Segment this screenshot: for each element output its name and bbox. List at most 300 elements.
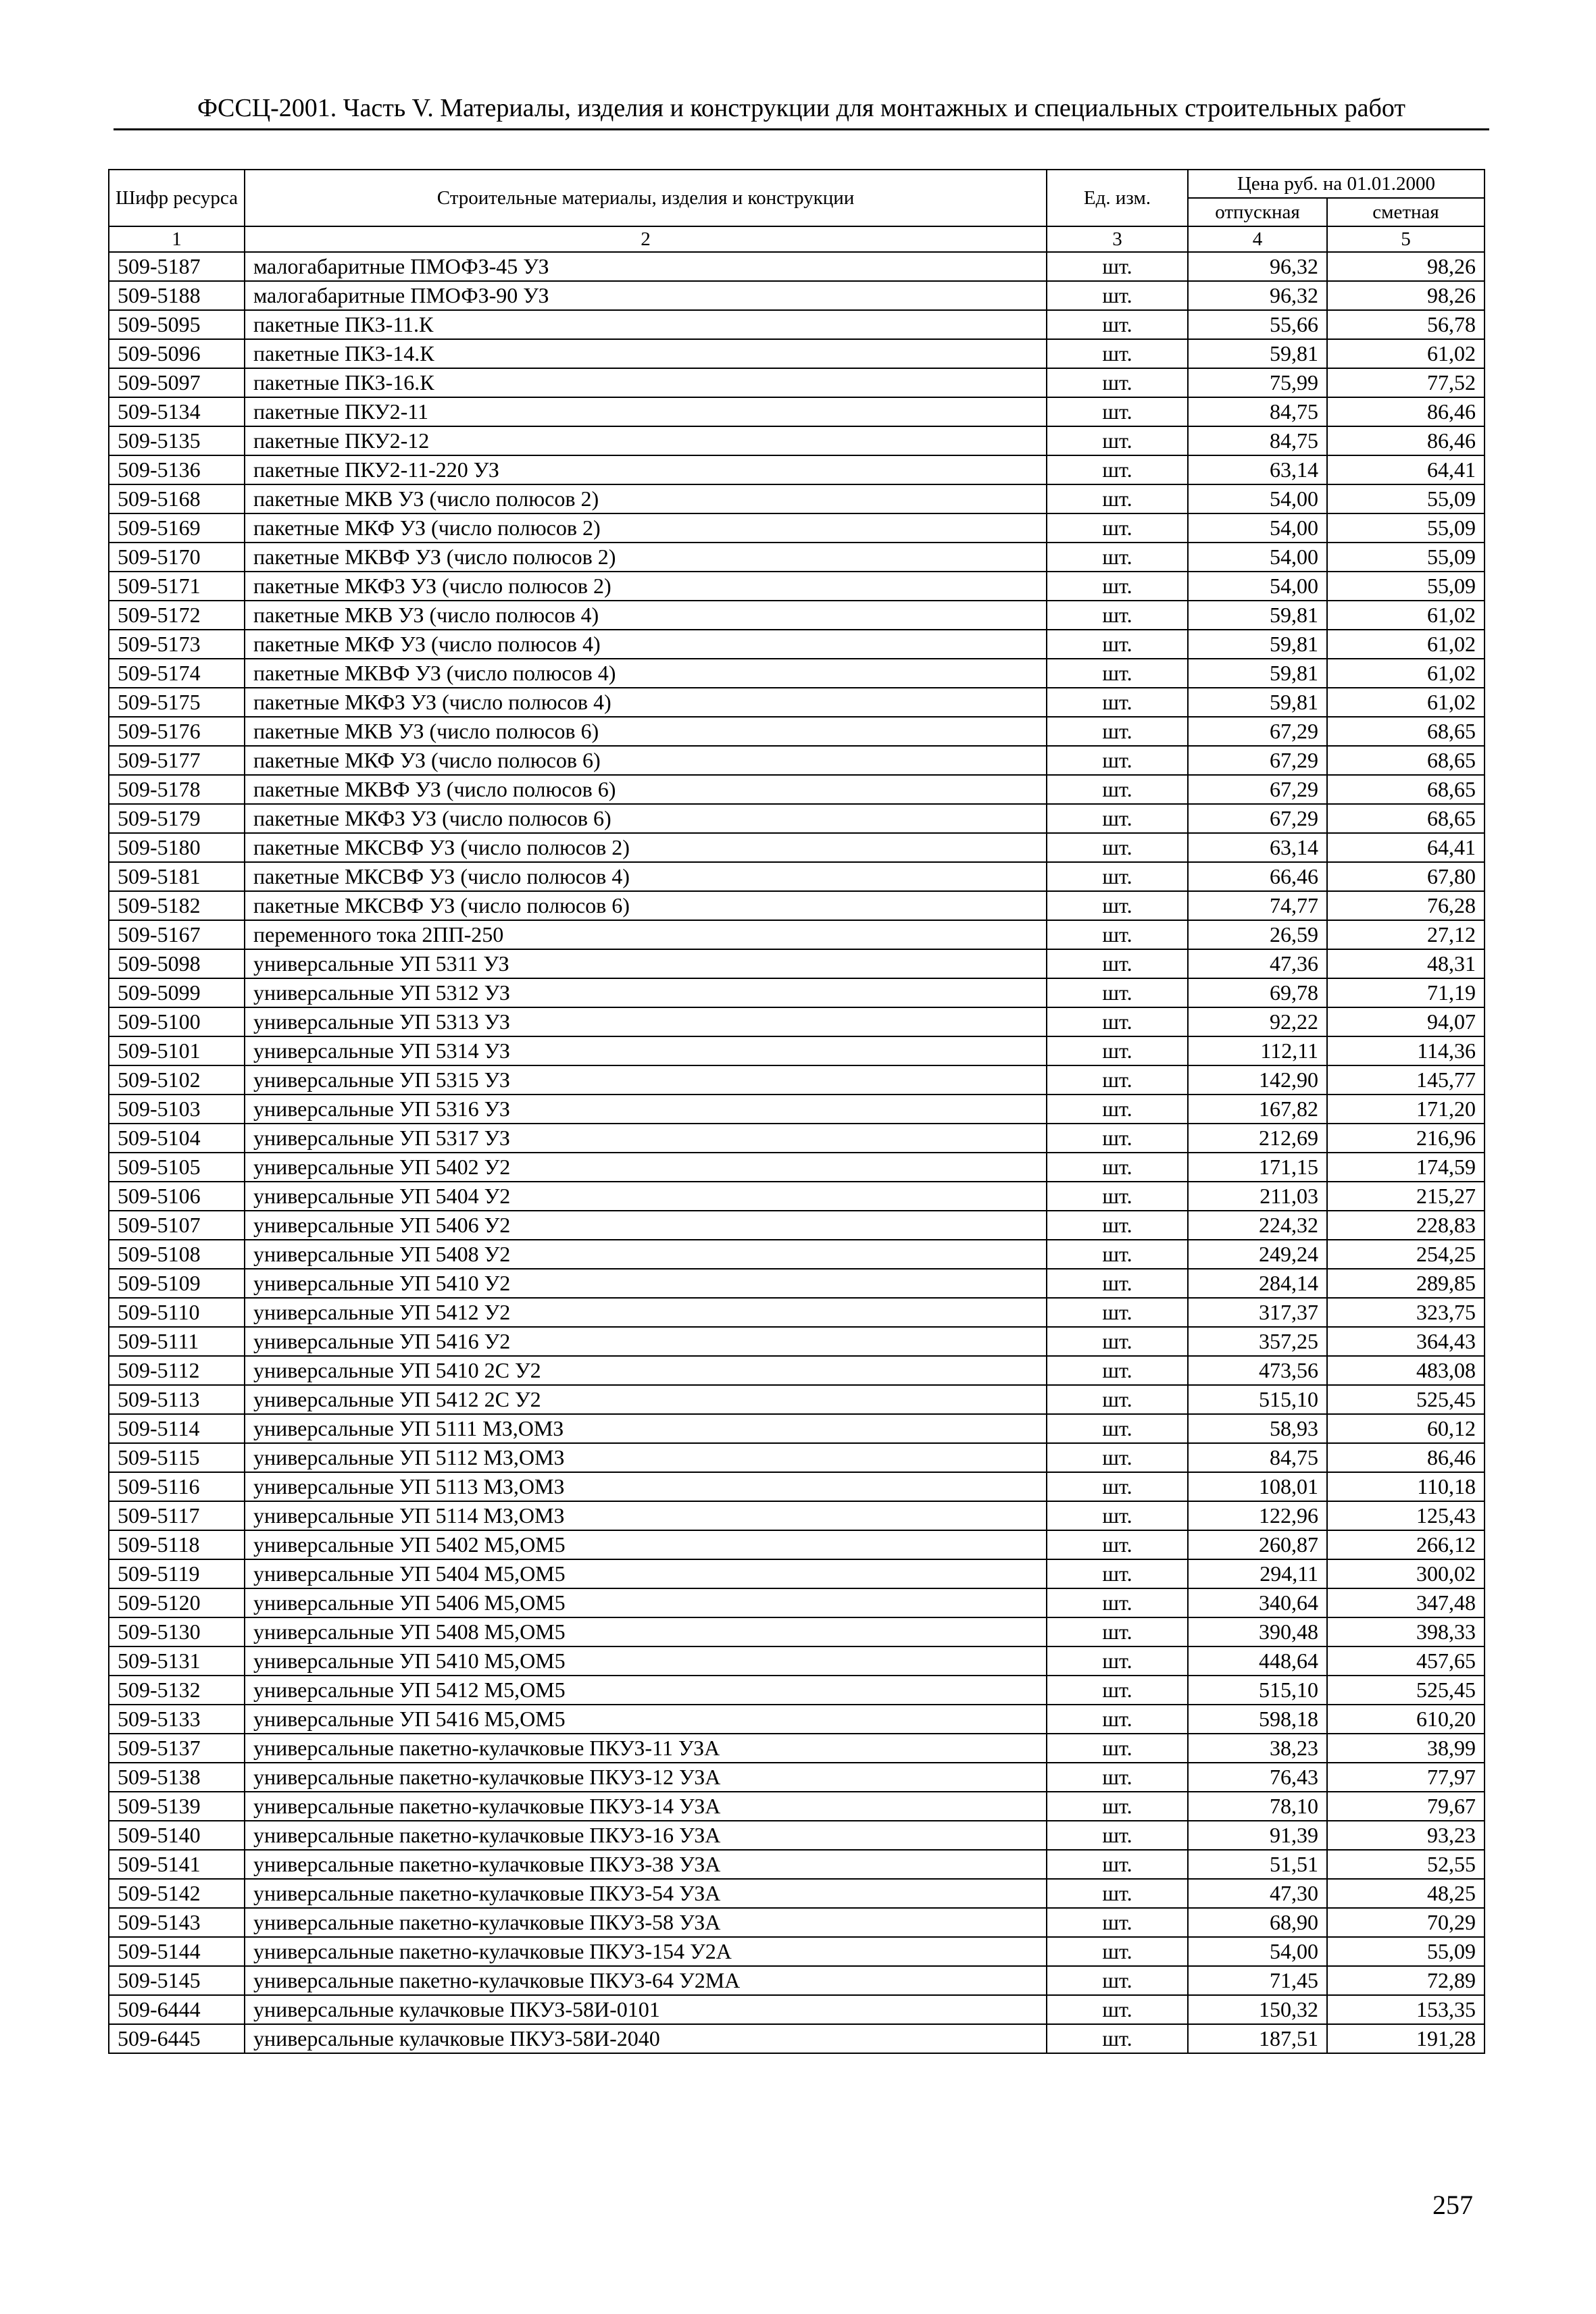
- cell-material-name: универсальные УП 5114 МЗ,ОМЗ: [245, 1501, 1047, 1530]
- cell-release-price: 68,90: [1188, 1908, 1327, 1937]
- cell-material-name: пакетные МКФЗ УЗ (число полюсов 6): [245, 804, 1047, 833]
- cell-material-name: универсальные УП 5317 УЗ: [245, 1124, 1047, 1153]
- cell-estimate-price: 364,43: [1327, 1327, 1485, 1356]
- cell-release-price: 54,00: [1188, 1937, 1327, 1966]
- table-row: [109, 833, 1485, 862]
- col-price-header: Цена руб. на 01.01.2000: [1188, 170, 1485, 198]
- cell-estimate-price: 145,77: [1327, 1065, 1485, 1095]
- cell-material-name: пакетные ПКУ2-12: [245, 426, 1047, 455]
- cell-resource-code: 509-5169: [109, 513, 245, 543]
- cell-unit: шт.: [1047, 1850, 1188, 1879]
- cell-estimate-price: 55,09: [1327, 572, 1485, 601]
- cell-unit: шт.: [1047, 978, 1188, 1007]
- cell-release-price: 59,81: [1188, 659, 1327, 688]
- cell-resource-code: 509-5132: [109, 1676, 245, 1705]
- cell-unit: шт.: [1047, 513, 1188, 543]
- table-row: [109, 891, 1485, 920]
- cell-release-price: 598,18: [1188, 1705, 1327, 1734]
- cell-material-name: универсальные пакетно-кулачковые ПКУЗ-154 У2А: [245, 1937, 1047, 1966]
- table-row: [109, 1559, 1485, 1588]
- cell-resource-code: 509-6445: [109, 2024, 245, 2053]
- cell-material-name: малогабаритные ПМОФЗ-45 УЗ: [245, 252, 1047, 281]
- cell-release-price: 76,43: [1188, 1763, 1327, 1792]
- cell-estimate-price: 216,96: [1327, 1124, 1485, 1153]
- table-row: [109, 368, 1485, 397]
- cell-release-price: 167,82: [1188, 1095, 1327, 1124]
- cell-unit: шт.: [1047, 688, 1188, 717]
- cell-resource-code: 509-5170: [109, 543, 245, 572]
- table-row: [109, 601, 1485, 630]
- cell-resource-code: 509-5100: [109, 1007, 245, 1036]
- cell-release-price: 211,03: [1188, 1182, 1327, 1211]
- cell-material-name: универсальные УП 5412 У2: [245, 1298, 1047, 1327]
- cell-material-name: универсальные УП 5410 М5,ОМ5: [245, 1646, 1047, 1676]
- cell-unit: шт.: [1047, 659, 1188, 688]
- cell-resource-code: 509-5109: [109, 1269, 245, 1298]
- cell-estimate-price: 27,12: [1327, 920, 1485, 949]
- table-row: [109, 1821, 1485, 1850]
- cell-release-price: 91,39: [1188, 1821, 1327, 1850]
- table-row: [109, 1269, 1485, 1298]
- cell-material-name: универсальные УП 5404 У2: [245, 1182, 1047, 1211]
- cell-material-name: пакетные МКСВФ УЗ (число полюсов 2): [245, 833, 1047, 862]
- cell-material-name: универсальные УП 5313 УЗ: [245, 1007, 1047, 1036]
- cell-release-price: 78,10: [1188, 1792, 1327, 1821]
- cell-material-name: универсальные УП 5316 УЗ: [245, 1095, 1047, 1124]
- cell-material-name: универсальные УП 5112 МЗ,ОМЗ: [245, 1443, 1047, 1472]
- cell-estimate-price: 457,65: [1327, 1646, 1485, 1676]
- cell-resource-code: 509-5116: [109, 1472, 245, 1501]
- table-row: [109, 1385, 1485, 1414]
- cell-estimate-price: 98,26: [1327, 281, 1485, 310]
- col-name-header: Строительные материалы, изделия и конструкции: [245, 170, 1047, 226]
- cell-material-name: универсальные УП 5113 МЗ,ОМЗ: [245, 1472, 1047, 1501]
- cell-unit: шт.: [1047, 1356, 1188, 1385]
- table-row: [109, 426, 1485, 455]
- cell-estimate-price: 483,08: [1327, 1356, 1485, 1385]
- cell-resource-code: 509-5105: [109, 1153, 245, 1182]
- cell-material-name: пакетные МКВ УЗ (число полюсов 4): [245, 601, 1047, 630]
- cell-release-price: 249,24: [1188, 1240, 1327, 1269]
- cell-unit: шт.: [1047, 1095, 1188, 1124]
- table-row: [109, 1356, 1485, 1385]
- cell-material-name: универсальные УП 5406 М5,ОМ5: [245, 1588, 1047, 1617]
- cell-material-name: универсальные УП 5402 У2: [245, 1153, 1047, 1182]
- cell-material-name: универсальные УП 5408 М5,ОМ5: [245, 1617, 1047, 1646]
- cell-release-price: 357,25: [1188, 1327, 1327, 1356]
- cell-resource-code: 509-5141: [109, 1850, 245, 1879]
- cell-unit: шт.: [1047, 1036, 1188, 1065]
- cell-resource-code: 509-5137: [109, 1734, 245, 1763]
- cell-unit: шт.: [1047, 1298, 1188, 1327]
- cell-estimate-price: 77,52: [1327, 368, 1485, 397]
- cell-material-name: пакетные ПКЗ-14.К: [245, 339, 1047, 368]
- cell-resource-code: 509-5115: [109, 1443, 245, 1472]
- cell-estimate-price: 266,12: [1327, 1530, 1485, 1559]
- cell-material-name: пакетные МКВФ УЗ (число полюсов 4): [245, 659, 1047, 688]
- cell-unit: шт.: [1047, 1065, 1188, 1095]
- cell-release-price: 67,29: [1188, 775, 1327, 804]
- table-row: [109, 659, 1485, 688]
- cell-unit: шт.: [1047, 1327, 1188, 1356]
- cell-unit: шт.: [1047, 775, 1188, 804]
- cell-estimate-price: 86,46: [1327, 397, 1485, 426]
- cell-material-name: пакетные МКСВФ УЗ (число полюсов 6): [245, 891, 1047, 920]
- cell-unit: шт.: [1047, 1734, 1188, 1763]
- cell-release-price: 67,29: [1188, 746, 1327, 775]
- cell-resource-code: 509-5099: [109, 978, 245, 1007]
- cell-release-price: 47,36: [1188, 949, 1327, 978]
- cell-release-price: 71,45: [1188, 1966, 1327, 1995]
- cell-release-price: 187,51: [1188, 2024, 1327, 2053]
- cell-resource-code: 509-5102: [109, 1065, 245, 1095]
- table-row: [109, 688, 1485, 717]
- cell-resource-code: 509-5182: [109, 891, 245, 920]
- cell-material-name: универсальные УП 5412 2С У2: [245, 1385, 1047, 1414]
- cell-unit: шт.: [1047, 310, 1188, 339]
- cell-unit: шт.: [1047, 252, 1188, 281]
- cell-material-name: пакетные МКФ УЗ (число полюсов 2): [245, 513, 1047, 543]
- cell-resource-code: 509-5135: [109, 426, 245, 455]
- cell-release-price: 390,48: [1188, 1617, 1327, 1646]
- table-row: [109, 484, 1485, 513]
- cell-resource-code: 509-5134: [109, 397, 245, 426]
- cell-unit: шт.: [1047, 1646, 1188, 1676]
- cell-material-name: пакетные МКВ УЗ (число полюсов 2): [245, 484, 1047, 513]
- cell-resource-code: 509-5180: [109, 833, 245, 862]
- cell-unit: шт.: [1047, 397, 1188, 426]
- table-row: [109, 1153, 1485, 1182]
- cell-unit: шт.: [1047, 862, 1188, 891]
- cell-release-price: 340,64: [1188, 1588, 1327, 1617]
- cell-unit: шт.: [1047, 920, 1188, 949]
- cell-material-name: универсальные пакетно-кулачковые ПКУЗ-16 УЗА: [245, 1821, 1047, 1850]
- cell-estimate-price: 64,41: [1327, 455, 1485, 484]
- col-number: 4: [1188, 226, 1327, 252]
- cell-resource-code: 509-5120: [109, 1588, 245, 1617]
- cell-resource-code: 509-5112: [109, 1356, 245, 1385]
- cell-material-name: пакетные МКВФ УЗ (число полюсов 2): [245, 543, 1047, 572]
- table-row: [109, 1472, 1485, 1501]
- cell-resource-code: 509-5136: [109, 455, 245, 484]
- cell-estimate-price: 71,19: [1327, 978, 1485, 1007]
- table-row: [109, 1530, 1485, 1559]
- cell-release-price: 515,10: [1188, 1385, 1327, 1414]
- cell-unit: шт.: [1047, 1821, 1188, 1850]
- table-row: [109, 717, 1485, 746]
- table-row: [109, 920, 1485, 949]
- cell-estimate-price: 61,02: [1327, 339, 1485, 368]
- table-row: [109, 1501, 1485, 1530]
- cell-release-price: 448,64: [1188, 1646, 1327, 1676]
- price-table: [108, 169, 1485, 2054]
- cell-unit: шт.: [1047, 1501, 1188, 1530]
- table-row: [109, 1937, 1485, 1966]
- cell-estimate-price: 125,43: [1327, 1501, 1485, 1530]
- cell-resource-code: 509-5118: [109, 1530, 245, 1559]
- table-row: [109, 1908, 1485, 1937]
- cell-release-price: 284,14: [1188, 1269, 1327, 1298]
- cell-resource-code: 509-5188: [109, 281, 245, 310]
- cell-resource-code: 509-5179: [109, 804, 245, 833]
- cell-release-price: 317,37: [1188, 1298, 1327, 1327]
- cell-unit: шт.: [1047, 1908, 1188, 1937]
- cell-estimate-price: 114,36: [1327, 1036, 1485, 1065]
- cell-estimate-price: 254,25: [1327, 1240, 1485, 1269]
- table-row: [109, 1298, 1485, 1327]
- table-row: [109, 513, 1485, 543]
- table-row: [109, 1792, 1485, 1821]
- cell-material-name: пакетные МКФ УЗ (число полюсов 4): [245, 630, 1047, 659]
- table-row: [109, 1763, 1485, 1792]
- cell-estimate-price: 68,65: [1327, 804, 1485, 833]
- cell-estimate-price: 60,12: [1327, 1414, 1485, 1443]
- cell-unit: шт.: [1047, 1995, 1188, 2024]
- cell-release-price: 74,77: [1188, 891, 1327, 920]
- cell-estimate-price: 55,09: [1327, 543, 1485, 572]
- cell-unit: шт.: [1047, 1472, 1188, 1501]
- cell-release-price: 54,00: [1188, 513, 1327, 543]
- cell-resource-code: 509-5133: [109, 1705, 245, 1734]
- cell-estimate-price: 174,59: [1327, 1153, 1485, 1182]
- table-row: [109, 1182, 1485, 1211]
- cell-material-name: пакетные МКФ УЗ (число полюсов 6): [245, 746, 1047, 775]
- cell-resource-code: 509-5181: [109, 862, 245, 891]
- cell-resource-code: 509-5187: [109, 252, 245, 281]
- table-row: [109, 949, 1485, 978]
- cell-release-price: 515,10: [1188, 1676, 1327, 1705]
- cell-estimate-price: 55,09: [1327, 484, 1485, 513]
- col-estimate-header: сметная: [1327, 198, 1485, 226]
- cell-material-name: пакетные ПКУ2-11: [245, 397, 1047, 426]
- cell-material-name: пакетные ПКЗ-11.К: [245, 310, 1047, 339]
- cell-release-price: 51,51: [1188, 1850, 1327, 1879]
- cell-unit: шт.: [1047, 1763, 1188, 1792]
- cell-release-price: 67,29: [1188, 804, 1327, 833]
- cell-release-price: 142,90: [1188, 1065, 1327, 1095]
- cell-unit: шт.: [1047, 891, 1188, 920]
- cell-unit: шт.: [1047, 1617, 1188, 1646]
- cell-unit: шт.: [1047, 1153, 1188, 1182]
- cell-resource-code: 509-5176: [109, 717, 245, 746]
- cell-material-name: пакетные МКФЗ УЗ (число полюсов 4): [245, 688, 1047, 717]
- cell-resource-code: 509-5138: [109, 1763, 245, 1792]
- cell-resource-code: 509-5177: [109, 746, 245, 775]
- col-number: 1: [109, 226, 245, 252]
- cell-estimate-price: 55,09: [1327, 1937, 1485, 1966]
- cell-release-price: 63,14: [1188, 833, 1327, 862]
- cell-estimate-price: 323,75: [1327, 1298, 1485, 1327]
- cell-estimate-price: 86,46: [1327, 426, 1485, 455]
- cell-estimate-price: 61,02: [1327, 601, 1485, 630]
- table-row: [109, 572, 1485, 601]
- cell-unit: шт.: [1047, 949, 1188, 978]
- cell-release-price: 171,15: [1188, 1153, 1327, 1182]
- cell-resource-code: 509-5174: [109, 659, 245, 688]
- table-row: [109, 1734, 1485, 1763]
- table-row: [109, 1211, 1485, 1240]
- col-number: 3: [1047, 226, 1188, 252]
- cell-unit: шт.: [1047, 717, 1188, 746]
- cell-unit: шт.: [1047, 543, 1188, 572]
- cell-resource-code: 509-5111: [109, 1327, 245, 1356]
- cell-material-name: универсальные УП 5410 2С У2: [245, 1356, 1047, 1385]
- table-row: [109, 804, 1485, 833]
- cell-estimate-price: 110,18: [1327, 1472, 1485, 1501]
- cell-resource-code: 509-5178: [109, 775, 245, 804]
- cell-release-price: 26,59: [1188, 920, 1327, 949]
- table-row: [109, 1036, 1485, 1065]
- table-body: [109, 252, 1485, 2053]
- cell-release-price: 473,56: [1188, 1356, 1327, 1385]
- cell-resource-code: 509-5143: [109, 1908, 245, 1937]
- cell-estimate-price: 347,48: [1327, 1588, 1485, 1617]
- cell-material-name: пакетные ПКЗ-16.К: [245, 368, 1047, 397]
- cell-release-price: 59,81: [1188, 688, 1327, 717]
- cell-material-name: пакетные МКВ УЗ (число полюсов 6): [245, 717, 1047, 746]
- cell-release-price: 112,11: [1188, 1036, 1327, 1065]
- cell-unit: шт.: [1047, 1385, 1188, 1414]
- cell-unit: шт.: [1047, 484, 1188, 513]
- cell-estimate-price: 93,23: [1327, 1821, 1485, 1850]
- cell-unit: шт.: [1047, 601, 1188, 630]
- cell-release-price: 59,81: [1188, 339, 1327, 368]
- cell-unit: шт.: [1047, 1966, 1188, 1995]
- cell-release-price: 108,01: [1188, 1472, 1327, 1501]
- cell-release-price: 294,11: [1188, 1559, 1327, 1588]
- cell-unit: шт.: [1047, 1269, 1188, 1298]
- cell-release-price: 55,66: [1188, 310, 1327, 339]
- table-row: [109, 1240, 1485, 1269]
- table-row: [109, 862, 1485, 891]
- cell-estimate-price: 191,28: [1327, 2024, 1485, 2053]
- cell-release-price: 260,87: [1188, 1530, 1327, 1559]
- cell-resource-code: 509-5108: [109, 1240, 245, 1269]
- table-row: [109, 1443, 1485, 1472]
- cell-estimate-price: 70,29: [1327, 1908, 1485, 1937]
- cell-estimate-price: 215,27: [1327, 1182, 1485, 1211]
- table-row: [109, 397, 1485, 426]
- cell-release-price: 58,93: [1188, 1414, 1327, 1443]
- table-header: [109, 170, 1485, 252]
- cell-resource-code: 509-5107: [109, 1211, 245, 1240]
- cell-resource-code: 509-5144: [109, 1937, 245, 1966]
- cell-material-name: малогабаритные ПМОФЗ-90 УЗ: [245, 281, 1047, 310]
- cell-unit: шт.: [1047, 1124, 1188, 1153]
- cell-release-price: 54,00: [1188, 572, 1327, 601]
- cell-unit: шт.: [1047, 1937, 1188, 1966]
- cell-estimate-price: 86,46: [1327, 1443, 1485, 1472]
- cell-material-name: универсальные УП 5416 У2: [245, 1327, 1047, 1356]
- cell-resource-code: 509-5167: [109, 920, 245, 949]
- cell-material-name: универсальные кулачковые ПКУЗ-58И-0101: [245, 1995, 1047, 2024]
- cell-release-price: 84,75: [1188, 426, 1327, 455]
- cell-unit: шт.: [1047, 1007, 1188, 1036]
- cell-estimate-price: 289,85: [1327, 1269, 1485, 1298]
- cell-unit: шт.: [1047, 1414, 1188, 1443]
- cell-release-price: 38,23: [1188, 1734, 1327, 1763]
- table-row: [109, 1588, 1485, 1617]
- cell-material-name: универсальные УП 5315 УЗ: [245, 1065, 1047, 1095]
- cell-unit: шт.: [1047, 1211, 1188, 1240]
- table-row: [109, 1617, 1485, 1646]
- cell-unit: шт.: [1047, 1588, 1188, 1617]
- cell-material-name: пакетные МКФЗ УЗ (число полюсов 2): [245, 572, 1047, 601]
- cell-material-name: универсальные пакетно-кулачковые ПКУЗ-58 УЗА: [245, 1908, 1047, 1937]
- cell-estimate-price: 72,89: [1327, 1966, 1485, 1995]
- col-release-header: отпускная: [1188, 198, 1327, 226]
- cell-resource-code: 509-5114: [109, 1414, 245, 1443]
- cell-unit: шт.: [1047, 1792, 1188, 1821]
- table-row: [109, 630, 1485, 659]
- cell-material-name: универсальные УП 5111 МЗ,ОМЗ: [245, 1414, 1047, 1443]
- cell-estimate-price: 38,99: [1327, 1734, 1485, 1763]
- cell-resource-code: 509-5130: [109, 1617, 245, 1646]
- cell-estimate-price: 67,80: [1327, 862, 1485, 891]
- cell-release-price: 54,00: [1188, 543, 1327, 572]
- cell-release-price: 92,22: [1188, 1007, 1327, 1036]
- cell-resource-code: 509-5131: [109, 1646, 245, 1676]
- cell-material-name: универсальные УП 5408 У2: [245, 1240, 1047, 1269]
- cell-resource-code: 509-5104: [109, 1124, 245, 1153]
- cell-release-price: 47,30: [1188, 1879, 1327, 1908]
- cell-resource-code: 509-5142: [109, 1879, 245, 1908]
- table-row: [109, 455, 1485, 484]
- table-row: [109, 1646, 1485, 1676]
- cell-unit: шт.: [1047, 804, 1188, 833]
- cell-estimate-price: 61,02: [1327, 659, 1485, 688]
- cell-release-price: 54,00: [1188, 484, 1327, 513]
- cell-resource-code: 509-6444: [109, 1995, 245, 2024]
- page-number: 257: [1432, 2190, 1473, 2220]
- cell-resource-code: 509-5095: [109, 310, 245, 339]
- cell-estimate-price: 48,31: [1327, 949, 1485, 978]
- cell-estimate-price: 525,45: [1327, 1676, 1485, 1705]
- col-number: 5: [1327, 226, 1485, 252]
- cell-material-name: универсальные УП 5410 У2: [245, 1269, 1047, 1298]
- cell-material-name: переменного тока 2ПП-250: [245, 920, 1047, 949]
- cell-material-name: универсальные пакетно-кулачковые ПКУЗ-54 УЗА: [245, 1879, 1047, 1908]
- table-row: [109, 252, 1485, 281]
- cell-estimate-price: 68,65: [1327, 717, 1485, 746]
- cell-resource-code: 509-5106: [109, 1182, 245, 1211]
- cell-unit: шт.: [1047, 746, 1188, 775]
- cell-estimate-price: 64,41: [1327, 833, 1485, 862]
- cell-unit: шт.: [1047, 1182, 1188, 1211]
- cell-unit: шт.: [1047, 1676, 1188, 1705]
- table-row: [109, 1095, 1485, 1124]
- cell-release-price: 96,32: [1188, 252, 1327, 281]
- cell-release-price: 212,69: [1188, 1124, 1327, 1153]
- table-row: [109, 339, 1485, 368]
- cell-material-name: универсальные УП 5314 УЗ: [245, 1036, 1047, 1065]
- cell-estimate-price: 77,97: [1327, 1763, 1485, 1792]
- page-header: ФССЦ-2001. Часть V. Материалы, изделия и конструкции для монтажных и специальных строительных работ: [197, 94, 1405, 122]
- col-number: 2: [245, 226, 1047, 252]
- cell-unit: шт.: [1047, 426, 1188, 455]
- cell-unit: шт.: [1047, 1705, 1188, 1734]
- cell-unit: шт.: [1047, 2024, 1188, 2053]
- cell-release-price: 63,14: [1188, 455, 1327, 484]
- cell-estimate-price: 610,20: [1327, 1705, 1485, 1734]
- cell-material-name: универсальные УП 5402 М5,ОМ5: [245, 1530, 1047, 1559]
- table-row: [109, 1414, 1485, 1443]
- cell-resource-code: 509-5096: [109, 339, 245, 368]
- cell-estimate-price: 61,02: [1327, 630, 1485, 659]
- cell-estimate-price: 525,45: [1327, 1385, 1485, 1414]
- cell-unit: шт.: [1047, 1530, 1188, 1559]
- cell-estimate-price: 79,67: [1327, 1792, 1485, 1821]
